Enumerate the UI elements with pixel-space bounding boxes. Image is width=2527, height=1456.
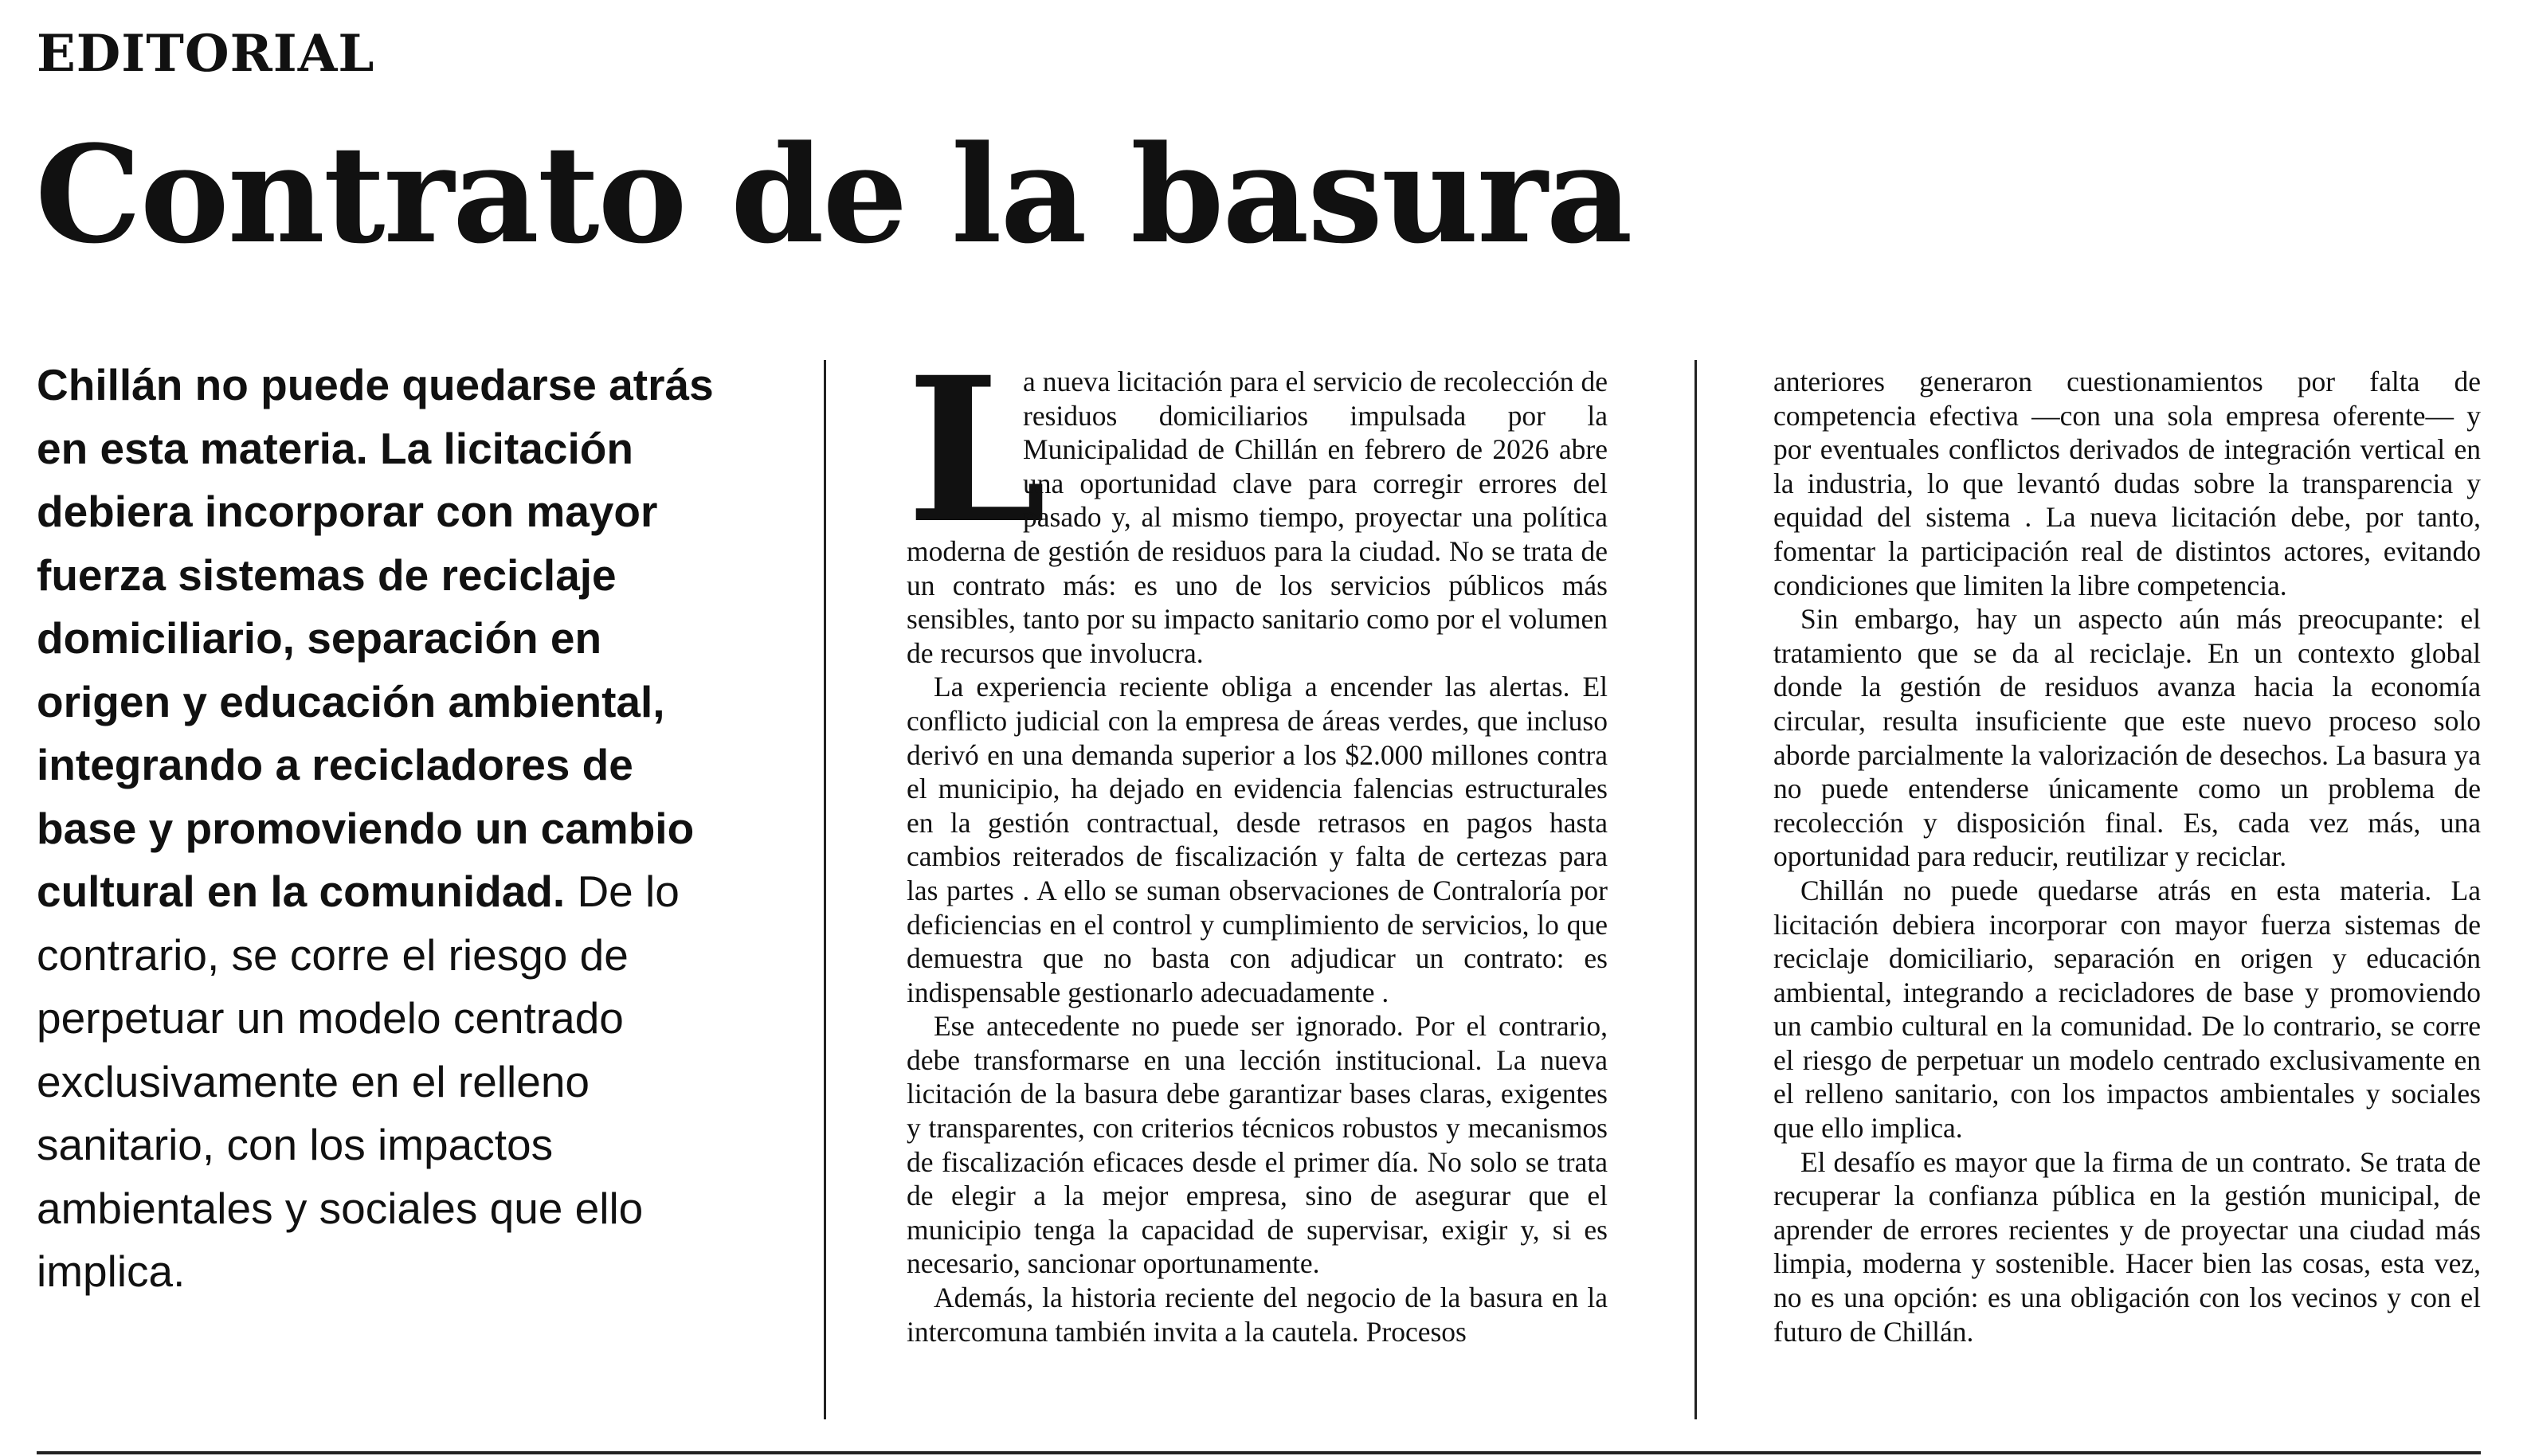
column-divider-left: [824, 360, 826, 1419]
bottom-rule: [37, 1451, 2481, 1454]
paragraph: La experiencia reciente obliga a encender las alertas. El conflicto judicial con la empresa de áreas verdes, que incluso derivó en una demanda superior a los $2.000 millones contra el municipio, ha dejado en evidencia falencias estructurales en la gestión contractual, desde retrasos en pagos hasta cambios reiterados de fiscalización y falta de certezas para las partes . A ello se suman observaciones de Contraloría por deficiencias en el control y cumplimiento de servicios, lo que demuestra que no basta con adjudicar un contrato: es indispensable gestionarlo adecuadamente .: [907, 671, 1608, 1008]
paragraph: Sin embargo, hay un aspecto aún más preocupante: el tratamiento que se da al reciclaje. En un contexto global donde la gestión de residuos avanza hacia la economía circular, resulta insuficiente que este nuevo proceso solo aborde parcialmente la valorización de desechos. La basura ya no puede entenderse únicamente como un problema de recolección y disposición final. Es, cada vez más, una oportunidad para reducir, reutilizar y reciclar.: [1773, 603, 2481, 873]
paragraph: anteriores generaron cuestionamientos por falta de competencia efectiva —con una sola empresa oferente— y por eventuales conflictos derivados de integración vertical en la industria, lo que levantó dudas sobre la transparencia y equidad del sistema . La nueva licitación debe, por tanto, fomentar la participación real de distintos actores, evitando condiciones que limiten la libre competencia.: [1773, 366, 2481, 601]
headline: Contrato de la basura: [35, 115, 1632, 273]
article-column-3: [1773, 365, 2481, 1424]
drop-cap: L: [907, 333, 1047, 567]
paragraph: Chillán no puede quedarse atrás en esta materia. La licitación debiera incorporar con mayor fuerza sistemas de reciclaje domiciliario, separación en origen y educación ambiental, integrando a recicladores de base y promoviendo un cambio cultural en la comunidad. De lo contrario, se corre el riesgo de perpetuar un modelo centrado exclusivamente en el relleno sanitario, con los impactos ambientales y sociales que ello implica.: [1773, 874, 2481, 1145]
column-divider-right: [1694, 360, 1697, 1419]
paragraph: Además, la historia reciente del negocio de la basura en la intercomuna también invita a la cautela. Procesos: [907, 1282, 1608, 1348]
lead-quote-bold: Chillán no puede quedarse atrás en esta materia. La licitación debiera incorporar con mayor fuerza sistemas de reciclaje domiciliario, separación en origen y educación ambiental, integrando a recicladores de base y promoviendo un cambio cultural en la comunidad.: [37, 360, 714, 916]
lead-quote: [37, 354, 738, 1304]
article-column-2: [907, 333, 1608, 1424]
paragraph: a nueva licitación para el servicio de recolección de residuos domiciliarios impulsada por la Municipalidad de Chillán en febrero de 2026 abre una oportunidad clave para corregir errores del pasado y, al mismo tiempo, proyectar una política moderna de gestión de residuos para la ciudad. No se trata de un contrato más: es uno de los servicios públicos más sensibles, tanto por su impacto sanitario como por el volumen de recursos que involucra.: [907, 366, 1608, 669]
paragraph: El desafío es mayor que la firma de un contrato. Se trata de recuperar la confianza pública en la gestión municipal, de aprender de errores recientes y de proyectar una ciudad más limpia, moderna y sostenible. Hacer bien las cosas, esta vez, no es una opción: es una obligación con los vecinos y con el futuro de Chillán.: [1773, 1145, 2481, 1348]
section-label: EDITORIAL: [37, 24, 375, 84]
lead-quote-regular: De lo contrario, se corre el riesgo de perpetuar un modelo centrado exclusivamente en el relleno sanitario, con los impactos ambientales y sociales que ello implica.: [37, 867, 680, 1296]
paragraph: Ese antecedente no puede ser ignorado. Por el contrario, debe transformarse en una lección institucional. La nueva licitación de la basura debe garantizar bases claras, exigentes y transparentes, con criterios técnicos robustos y mecanismos de fiscalización eficaces desde el primer día. No solo se trata de elegir a la mejor empresa, sino de asegurar que el municipio tenga la capacidad de supervisar, exigir y, si es necesario, sancionar oportunamente.: [907, 1010, 1608, 1280]
